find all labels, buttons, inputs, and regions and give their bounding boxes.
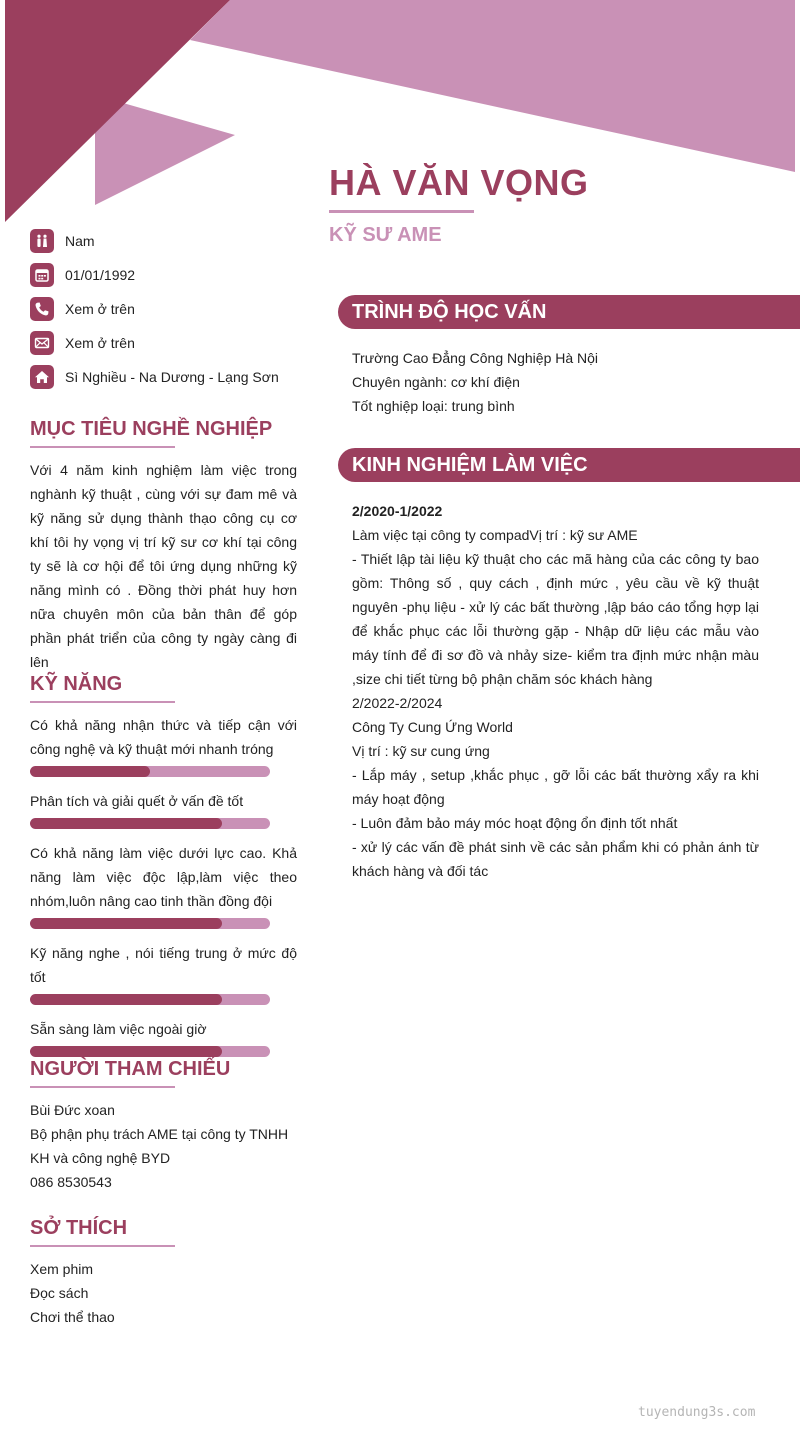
- email-icon: [30, 331, 54, 355]
- reference-position: Bộ phận phụ trách AME tại công ty TNHH KH và công nghệ BYD: [30, 1126, 289, 1166]
- skill-item: [30, 1017, 297, 1057]
- gender-icon: [30, 229, 54, 253]
- skill-bar-fill: [30, 994, 222, 1005]
- skill-bar-fill: [30, 1046, 222, 1057]
- home-icon: [30, 365, 54, 389]
- experience-line: Làm việc tại công ty compadVị trí : kỹ sư AME: [352, 527, 638, 543]
- skill-text: Kỹ năng nghe , nói tiếng trung ở mức độ tốt: [30, 945, 297, 985]
- hobbies-underline: [30, 1245, 175, 1247]
- experience-line: - Luôn đảm bảo máy móc hoạt động ổn định tốt nhất: [352, 815, 678, 831]
- experience-banner: KINH NGHIỆM LÀM VIỆC: [338, 448, 800, 482]
- skill-bar-fill: [30, 818, 222, 829]
- education-school: Trường Cao Đẳng Công Nghiệp Hà Nội: [352, 350, 599, 366]
- skill-item: [30, 841, 297, 929]
- hobby-item: Đọc sách: [30, 1285, 89, 1301]
- skill-bar: [30, 918, 270, 929]
- hobby-item: Xem phim: [30, 1261, 94, 1277]
- calendar-icon: [30, 263, 54, 287]
- decor-light-band: [190, 0, 795, 172]
- candidate-name: HÀ VĂN VỌNG: [329, 162, 589, 203]
- skill-item: [30, 789, 297, 829]
- skill-bar: [30, 766, 270, 777]
- references-list: [30, 1098, 297, 1194]
- reference-phone: 086 8530543: [30, 1174, 112, 1190]
- skill-text: Có khả năng nhận thức và tiếp cận với công nghệ và kỹ thuật mới nhanh tróng: [30, 717, 297, 757]
- phone-icon: [30, 297, 54, 321]
- experience-line: Vị trí : kỹ sư cung ứng: [352, 743, 490, 759]
- experience-period: 2/2022-2/2024: [352, 695, 443, 711]
- education-banner: TRÌNH ĐỘ HỌC VẤN: [338, 295, 800, 329]
- contact-email: [30, 326, 310, 360]
- watermark: tuyendung3s.com: [638, 1405, 756, 1420]
- skills-title: KỸ NĂNG: [30, 673, 123, 695]
- contact-birthday: [30, 258, 310, 292]
- gender-text: Nam: [65, 233, 95, 249]
- experience-line: - Lắp máy , setup ,khắc phục , gỡ lỗi các bất thường xẩy ra khi máy hoạt động: [352, 767, 759, 807]
- education-grade: Tốt nghiệp loại: trung bình: [352, 398, 515, 414]
- education-major: Chuyên ngành: cơ khí điện: [352, 374, 520, 390]
- reference-name: Bùi Đức xoan: [30, 1102, 115, 1118]
- hobby-item: Chơi thể thao: [30, 1309, 115, 1325]
- skill-text: Phân tích và giải quết ở vấn đề tốt: [30, 793, 244, 809]
- skill-bar: [30, 994, 270, 1005]
- address-text: Sì Nghiều - Na Dương - Lạng Sơn: [65, 369, 279, 385]
- name-underline: [329, 210, 474, 213]
- hobbies-list: [30, 1257, 297, 1329]
- references-underline: [30, 1086, 175, 1088]
- skill-item: [30, 713, 297, 777]
- contact-info: [30, 224, 310, 394]
- experience-line: - xử lý các vấn đề phát sinh về các sản phẩm khi có phản ánh từ khách hàng và đối tác: [352, 839, 759, 879]
- phone-text: Xem ở trên: [65, 301, 135, 317]
- skill-text: Có khả năng làm việc dưới lực cao. Khả năng làm việc độc lập,làm việc theo nhóm,luôn nâng cao tinh thần đồng đội: [30, 845, 297, 909]
- skill-bar: [30, 1046, 270, 1057]
- skills-list: [30, 713, 297, 1069]
- contact-gender: [30, 224, 310, 258]
- contact-address: [30, 360, 310, 394]
- experience-period: 2/2020-1/2022: [352, 503, 443, 519]
- references-title: NGƯỜI THAM CHIẾU: [30, 1058, 231, 1080]
- experience-details: [352, 499, 759, 883]
- birthday-text: 01/01/1992: [65, 267, 136, 283]
- education-details: [352, 346, 759, 418]
- experience-line: - Thiết lập tài liệu kỹ thuật cho các mã hàng của các công ty bao gồm: Thông số , quy cách , định mức , yêu cầu về kỹ thuật nguyên -phụ liệu - xử lý các bất thường ,lập báo cáo tổng hợp lại để khắc phục các lỗi thường gặp - Nhập dữ liệu các mẫu vào máy tính để đi sơ đồ và nhảy size- kiểm tra định mức nhận màu ,size chi tiết từng bộ phận chăm sóc khách hàng: [352, 551, 759, 687]
- skill-text: Sẵn sàng làm việc ngoài giờ: [30, 1021, 207, 1037]
- hobbies-title: SỞ THÍCH: [30, 1217, 128, 1239]
- skill-bar-fill: [30, 766, 150, 777]
- objective-text: Với 4 năm kinh nghiệm làm việc trong nghành kỹ thuật , cùng với sự đam mê và kỹ năng sử dụng thành thạo công cụ cơ khí tôi hy vọng vị trí kỹ sư cơ khí tại công ty sẽ là cơ hội để tôi ứng dụng những kỹ năng mình có . Đồng thời phát huy hơn nữa chuyên môn của bản thân để góp phần phát triển của công ty ngày càng đi lên: [30, 462, 297, 670]
- experience-line: Công Ty Cung Ứng World: [352, 719, 513, 735]
- skill-bar-fill: [30, 918, 222, 929]
- job-title: KỸ SƯ AME: [329, 224, 442, 246]
- objective-underline: [30, 446, 175, 448]
- skill-bar: [30, 818, 270, 829]
- objective-title: MỤC TIÊU NGHỀ NGHIỆP: [30, 418, 273, 440]
- contact-phone: [30, 292, 310, 326]
- email-text: Xem ở trên: [65, 335, 135, 351]
- skills-underline: [30, 701, 175, 703]
- skill-item: [30, 941, 297, 1005]
